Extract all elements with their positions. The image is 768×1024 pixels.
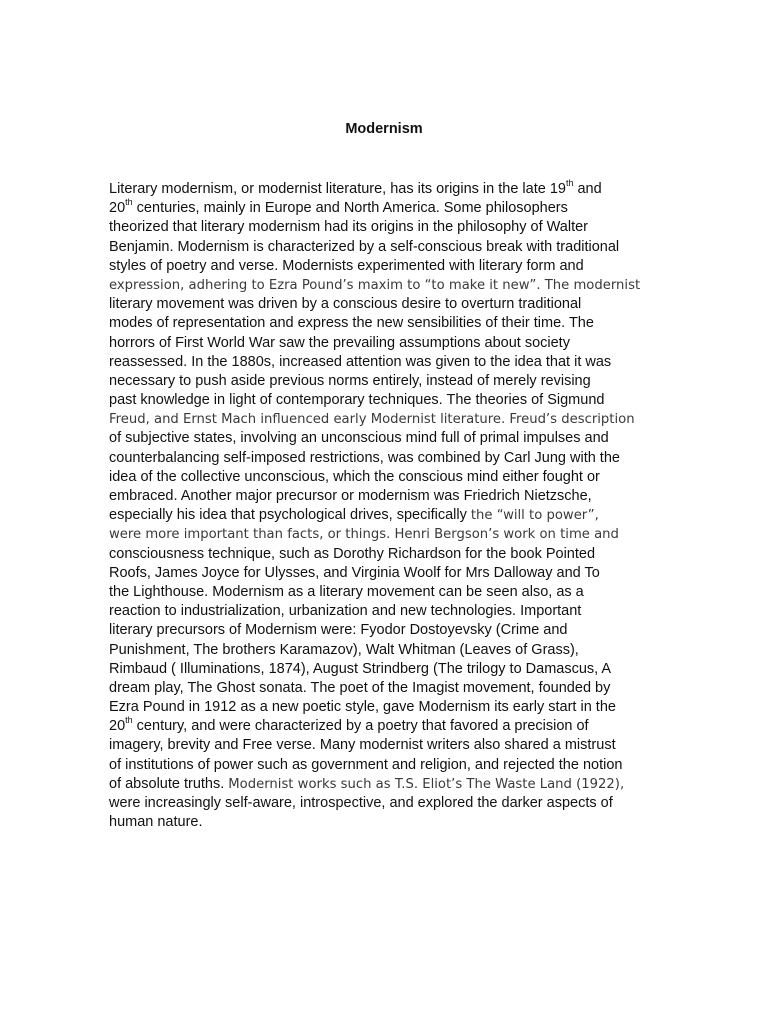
text-line [109,794,669,813]
text-segment: reaction to industrialization, urbanization and new technologies. Important [109,603,582,620]
text-line [109,257,669,276]
text-segment: especially his idea that psychological drives, specifically [109,507,471,524]
text-line [109,218,669,237]
superscript: th [125,197,133,208]
text-line [109,506,669,525]
text-segment: imagery, brevity and Free verse. Many modernist writers also shared a mistrust [109,737,616,754]
text-line [109,276,669,295]
text-segment: Modernist works such as T.S. Eliot’s The Waste Land (1922), [228,776,625,792]
text-line [109,449,669,468]
text-segment: were more important than facts, or things. Henri Bergson’s work on time and [109,527,619,543]
text-segment: consciousness technique, such as Dorothy Richardson for the book Pointed [109,545,596,562]
text-line [109,660,669,679]
text-line [109,813,669,832]
text-line [109,410,669,429]
text-line [109,698,669,717]
text-segment: idea of the collective unconscious, which the conscious mind either fought or [109,468,600,485]
text-line [109,372,669,391]
text-segment: literary precursors of Modernism were: Fyodor Dostoyevsky (Crime and [109,622,568,639]
text-segment: of institutions of power such as government and religion, and rejected the notion [109,756,623,773]
text-line [109,602,669,621]
text-segment: and [573,181,602,197]
superscript: th [125,715,133,726]
text-segment: of subjective states, involving an unconscious mind full of primal impulses and [109,430,609,447]
text-segment: past knowledge in light of contemporary techniques. The theories of Sigmund [109,392,605,409]
text-line [109,429,669,448]
text-segment: Benjamin. Modernism is characterized by a self-conscious break with traditional [109,238,620,255]
text-line [109,353,669,372]
text-segment: styles of poetry and verse. Modernists experimented with literary form and [109,257,584,274]
text-segment: human nature. [109,814,203,831]
body-paragraph [109,180,669,832]
text-line [109,545,669,564]
text-line [109,487,669,506]
text-segment: necessary to push aside previous norms entirely, instead of merely revising [109,372,591,389]
text-segment: horrors of First World War saw the prevailing assumptions about society [109,334,570,351]
text-segment: counterbalancing self-imposed restrictions, was combined by Carl Jung with the [109,449,620,466]
text-segment: centuries, mainly in Europe and North America. Some philosophers [132,200,568,217]
text-segment: Literary modernism, or modernist literature, has its origins in the late 19 [109,181,566,197]
text-segment: Rimbaud ( Illuminations, 1874), August Strindberg (The trilogy to Damascus, A [109,660,612,677]
text-line [109,621,669,640]
text-segment: the Lighthouse. Modernism as a literary movement can be seen also, as a [109,583,584,600]
text-line [109,775,669,794]
text-line [109,314,669,333]
text-line [109,564,669,583]
text-line [109,334,669,353]
text-line [109,295,669,314]
text-line [109,736,669,755]
text-segment: Punishment, The brothers Karamazov), Walt Whitman (Leaves of Grass), [109,641,579,658]
text-segment: 20 [109,718,126,735]
text-segment: reassessed. In the 1880s, increased attention was given to the idea that it was [109,353,612,370]
text-line [109,756,669,775]
text-segment: literary movement was driven by a conscious desire to overturn traditional [109,296,582,313]
text-line [109,199,669,218]
text-segment: 20 [109,200,126,217]
text-segment: the “will to power”, [470,508,599,524]
text-segment: theorized that literary modernism had its origins in the philosophy of Walter [109,219,588,236]
text-segment: Roofs, James Joyce for Ulysses, and Virginia Woolf for Mrs Dalloway and To [109,564,600,581]
text-line [109,641,669,660]
text-segment: dream play, The Ghost sonata. The poet of the Imagist movement, founded by [109,679,611,696]
text-line [109,679,669,698]
text-line [109,468,669,487]
text-line [109,391,669,410]
text-line [109,238,669,257]
text-line [109,180,669,199]
text-segment: of absolute truths. [109,775,229,792]
text-line [109,717,669,736]
text-segment: modes of representation and express the new sensibilities of their time. The [109,315,594,332]
document-title: Modernism [345,121,423,137]
text-segment: Freud, and Ernst Mach influenced early Modernist literature. Freud’s description [109,412,635,428]
text-line [109,583,669,602]
text-segment: Ezra Pound in 1912 as a new poetic style, gave Modernism its early start in the [109,699,616,716]
text-segment: embraced. Another major precursor or modernism was Friedrich Nietzsche, [109,488,592,504]
text-segment: century, and were characterized by a poetry that favored a precision of [132,718,589,735]
text-line [109,525,669,544]
text-segment: expression, adhering to Ezra Pound’s maxim to “to make it new”. The modernist [109,277,641,293]
superscript: th [565,178,574,189]
text-segment: were increasingly self-aware, introspective, and explored the darker aspects of [109,795,613,811]
